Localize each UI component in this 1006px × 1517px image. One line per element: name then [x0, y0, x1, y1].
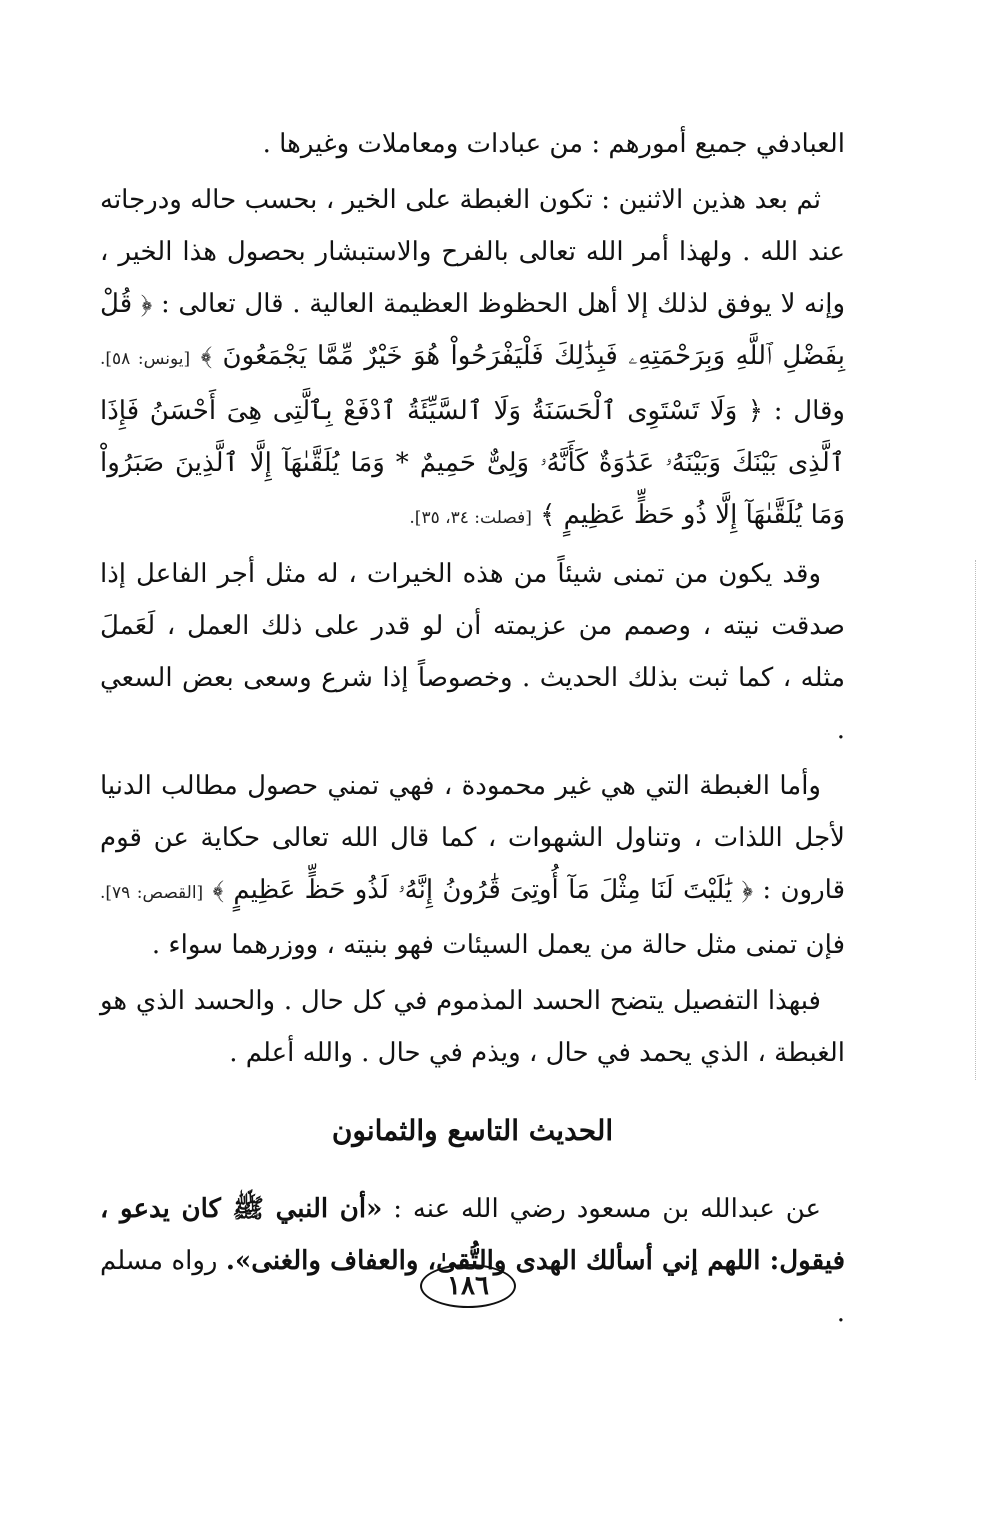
- paragraph-5: [100, 975, 845, 1079]
- hadith-text: «أن النبي ﷺ كان يدعو ، فيقول: اللهم إني أسألك الهدى والتُّقىٰ، والعفاف والغنى».: [100, 1194, 845, 1276]
- paragraph-3-text: وقد يكون من تمنى شيئاً من هذه الخيرات ، له مثل أجر الفاعل إذا صدقت نيته ، وصمم من عزيمته أن لو قدر على ذلك العمل ، لَعَملَ مثله ، كما ثبت بذلك الحديث . وخصوصاً إذا شرع وسعى بعض السعي .: [100, 559, 845, 745]
- paragraph-4-tail: فإن تمنى مثل حالة من يعمل السيئات فهو بنيته ، ووزرهما سواء .: [151, 930, 845, 960]
- paragraph-2: [100, 174, 845, 544]
- hadith-source: رواه مسلم .: [100, 1246, 845, 1328]
- paragraph-1: [100, 118, 845, 170]
- hadith-paragraph: [100, 1183, 845, 1339]
- hadith-intro: عن عبدالله بن مسعود رضي الله عنه :: [393, 1194, 822, 1224]
- paragraph-2-text: ثم بعد هذين الاثنين : تكون الغبطة على الخير ، بحسب حاله ودرجاته عند الله . ولهذا أمر الله تعالى بالفرح والاستبشار بحصول هذا الخير ، وإنه لا يوفق لذلك إلا أهل الحظوظ العظيمة العالية . قال تعالى :: [100, 185, 846, 319]
- quran-verse-yunus: ﴿ قُلْ بِفَضْلِ ٱللَّهِ وَبِرَحْمَتِهِۦ فَبِذَٰلِكَ فَلْيَفْرَحُواْ هُوَ خَيْرٌ مِّمَّا يَجْمَعُونَ ﴾: [100, 289, 846, 371]
- page-number-frame: [420, 1264, 516, 1308]
- paragraph-4: [100, 760, 845, 971]
- verse-reference-yunus: [يونس: ٥٨].: [100, 349, 191, 369]
- verse-reference-fussilat: [فصلت: ٣٤، ٣٥].: [409, 508, 532, 528]
- section-heading: الحديث التاسع والثمانون: [331, 1114, 614, 1147]
- paragraph-1-text: العبادفي جميع أمورهم : من عبادات ومعاملات وغيرها .: [262, 129, 845, 159]
- page-number: ١٨٦: [447, 1271, 489, 1301]
- paragraph-4-text: وأما الغبطة التي هي غير محمودة ، فهي تمني حصول مطالب الدنيا لأجل اللذات ، وتناول الشهوات ، كما قال الله تعالى حكاية عن قوم قارون :: [100, 771, 845, 905]
- paragraph-5-text: فبهذا التفصيل يتضح الحسد المذموم في كل حال . والحسد الذي هو الغبطة ، الذي يحمد في حال ، ويذم في حال . والله أعلم .: [100, 986, 845, 1068]
- quran-verse-qasas: ﴿ يَٰلَيْتَ لَنَا مِثْلَ مَآ أُوتِىَ قَٰرُونُ إِنَّهُۥ لَذُو حَظٍّ عَظِيمٍ ﴾: [212, 875, 754, 905]
- page-body: [100, 118, 845, 1339]
- paragraph-3: [100, 548, 845, 756]
- paragraph-2-said: وقال :: [773, 396, 845, 426]
- quran-verse-fussilat: ﴿ وَلَا تَسْتَوِى ٱلْحَسَنَةُ وَلَا ٱلسَّيِّئَةُ ٱدْفَعْ بِٱلَّتِى هِىَ أَحْسَنُ فَإِذَا ٱلَّذِى بَيْنَكَ وَبَيْنَهُۥ عَدَٰوَةٌ كَأَنَّهُۥ وَلِىٌّ حَمِيمٌ * وَمَا يُلَقَّىٰهَآ إِلَّا ٱلَّذِينَ صَبَرُواْ وَمَا يُلَقَّىٰهَآ إِلَّا ذُو حَظٍّ عَظِيمٍ ﴾: [100, 396, 845, 530]
- scan-edge-marks: [975, 560, 976, 1080]
- verse-reference-qasas: [القصص: ٧٩].: [100, 883, 204, 903]
